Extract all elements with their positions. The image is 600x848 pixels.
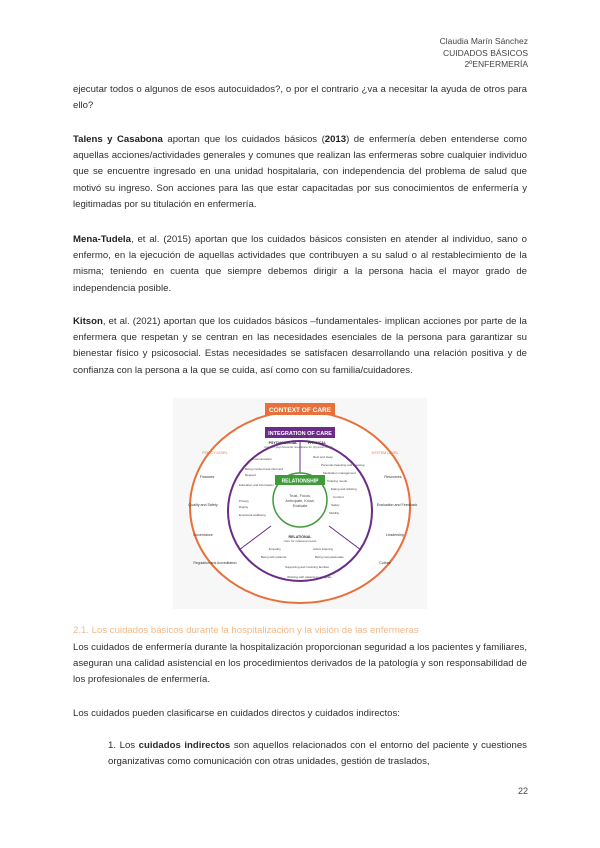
paragraph-hospitalization: Los cuidados de enfermería durante la hospitalización proporcionan seguridad a los pacientes y familiares, aseguran una calidad asistencial en los procedimientos derivados de la patología y son responsabilidad de los profesionales de enfermería. bbox=[73, 642, 527, 686]
psychosocial-title: PSYCHOSOCIAL bbox=[268, 441, 298, 445]
physical-item: Safety bbox=[331, 503, 340, 507]
header-course: 2ºENFERMERÍA bbox=[464, 59, 528, 69]
fundamentals-of-care-figure bbox=[173, 398, 427, 609]
physical-item: Toileting needs bbox=[327, 479, 348, 483]
psychosocial-subtitle: Care for psychosocial needs bbox=[264, 445, 302, 449]
relational-item: Active listening bbox=[313, 547, 334, 551]
outer-left-item: Quality and Safety bbox=[188, 503, 218, 507]
list-number: 1. bbox=[108, 740, 117, 751]
outer-right-item: Evaluation and Feedback bbox=[376, 503, 418, 507]
paragraph-classification: Los cuidados pueden clasificarse en cuidados directos y cuidados indirectos: bbox=[73, 708, 400, 719]
paragraph-talens-text: ) de enfermería deben entenderse como aquellas acciones/actividades generales y comunes que realizan las enfermeras sobre cualquier individuo que se encuentre ingresado en una unidad hospitalaria, con independencia del problema de salud que motivó su ingreso. Son acciones para las que estar capacitadas por sus conocimientos de enfermería y legitimadas por su titulación en enfermería. bbox=[73, 134, 527, 210]
psychosocial-item: Privacy bbox=[239, 499, 249, 503]
psychosocial-item: Education and information bbox=[239, 483, 274, 487]
outer-right-item: Culture bbox=[379, 561, 391, 565]
physical-item: Eating and drinking bbox=[331, 487, 357, 491]
outer-right-item: Leadership bbox=[386, 533, 404, 537]
system-level-label: SYSTEM LEVEL bbox=[371, 451, 399, 455]
paragraph-intro: ejecutar todos o algunos de esos autocuidados?, o por el contrario ¿va a necesitar la ayuda de otros para ello? bbox=[73, 84, 527, 112]
outer-right-item: Resources bbox=[384, 475, 402, 479]
author-kitson: Kitson bbox=[73, 316, 103, 327]
relational-item: Being compassionate bbox=[315, 555, 344, 559]
relational-title: RELATIONAL bbox=[288, 535, 312, 539]
physical-item: Rest and sleep bbox=[313, 455, 334, 459]
integration-label: INTEGRATION OF CARE bbox=[268, 431, 332, 437]
psychosocial-item: Being involved and informed bbox=[245, 467, 283, 471]
psychosocial-item: Emotional wellbeing bbox=[239, 513, 266, 517]
relational-subtitle: Care for relational needs bbox=[283, 539, 317, 543]
relationship-label: RELATIONSHIP bbox=[281, 478, 319, 485]
center-line-3: Evaluate bbox=[292, 504, 308, 508]
policy-level-label: POLICY LEVEL bbox=[202, 451, 228, 455]
psychosocial-item: Respect bbox=[245, 473, 257, 477]
context-label: CONTEXT OF CARE bbox=[268, 407, 332, 414]
physical-item: Medication management bbox=[323, 471, 356, 475]
relational-item: Supporting and involving families bbox=[285, 565, 329, 569]
relational-item: Working with patients to set goals bbox=[287, 575, 332, 579]
relational-item: Empathy bbox=[269, 547, 281, 551]
relational-item: Being with patients bbox=[261, 555, 287, 559]
physical-item: Mobility bbox=[329, 511, 340, 515]
paragraph-talens-pre: aportan que los cuidados básicos ( bbox=[162, 134, 325, 145]
physical-item: Comfort bbox=[333, 495, 344, 499]
year-talens: 2013 bbox=[324, 134, 347, 145]
center-line-1: Trust, Focus, bbox=[288, 494, 312, 498]
paragraph-mena-text: , et al. (2015) aportan que los cuidados básicos consisten en atender al individuo, sano o enfermo, en la ejecución de aquellas actividades que contribuyen a su salud o al restablecimiento de la misma; teniendo en cuenta que siempre debemos dirigir a la persona hacia el mayor grado de independencia posible. bbox=[73, 234, 527, 294]
page-header bbox=[440, 36, 528, 71]
paragraph-talens bbox=[73, 132, 527, 213]
list-text: son aquellos relacionados con el entorno del paciente y cuestiones organizativas como comunicación con otras unidades, gestión de traslados, bbox=[108, 740, 527, 768]
author-talens: Talens y Casabona bbox=[73, 134, 163, 145]
psychosocial-item: Communication bbox=[251, 457, 272, 461]
physical-title: PHYSICAL bbox=[307, 441, 327, 445]
header-author: Claudia Marín Sánchez bbox=[439, 36, 528, 46]
fundamentals-diagram bbox=[173, 398, 427, 609]
list-bold-term: cuidados indirectos bbox=[138, 740, 231, 751]
list-item-indirect-care bbox=[108, 738, 527, 770]
page-number: 22 bbox=[517, 786, 528, 796]
section-heading: 2.1. Los cuidados básicos durante la hospitalización y la visión de las enfermeras bbox=[73, 625, 419, 636]
outer-left-item: Regulation and Accreditation bbox=[193, 561, 237, 565]
physical-item: Personal cleansing and dressing bbox=[321, 463, 365, 467]
physical-subtitle: Care for physical needs bbox=[301, 445, 333, 449]
paragraph-kitson-text: , et al. (2021) aportan que los cuidados básicos –fundamentales- implican acciones por parte de la enfermera que respetan y se centran en las necesidades esenciales de la persona para garantizar su bienestar físico y psicosocial. Estas necesidades se satisfacen desarrollando una relación positiva y de confianza con la persona a la que se cuida, así como con su familia/cuidadores. bbox=[73, 316, 527, 376]
list-pre: Los bbox=[116, 740, 139, 751]
outer-left-item: Finances bbox=[199, 475, 215, 479]
paragraph-mena bbox=[73, 232, 527, 297]
paragraph-kitson bbox=[73, 314, 527, 379]
header-subject: CUIDADOS BÁSICOS bbox=[442, 47, 528, 58]
author-mena: Mena-Tudela bbox=[73, 234, 131, 245]
outer-left-item: Governance bbox=[193, 533, 213, 537]
psychosocial-item: Dignity bbox=[239, 505, 249, 509]
center-line-2: Anticipate, Know, bbox=[285, 499, 315, 503]
